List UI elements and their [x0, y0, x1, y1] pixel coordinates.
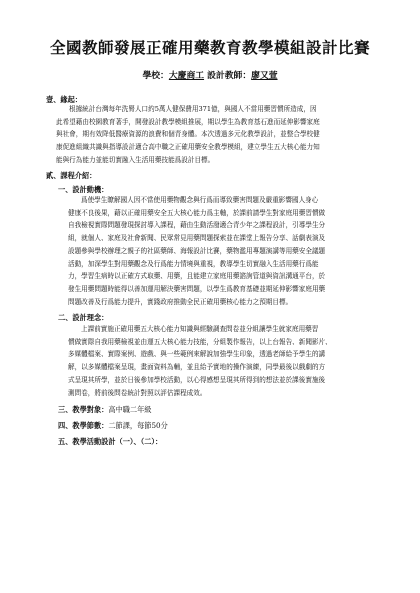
paragraph-line: 活動，加深學生對用藥觀念及行爲能力情境與重視，教導學生切實融入生活用藥行爲能: [68, 259, 319, 268]
paragraph-line: 健康不良後果，藉以正確用藥安全五大核心能力爲主軸，於課前請學生對家庭用藥習慣做: [68, 208, 326, 217]
section-origin-paragraph: [56, 103, 376, 167]
teaching-activity-row: [58, 437, 162, 447]
paragraph-line: 能與行為能力並能切實融入生活用藥技能爲設計目標。: [56, 155, 215, 164]
paragraph-line: 組，就個人、家庭及社會新聞、民眾常見用藥問題探索並在課堂上報告分享、話劇表演及: [68, 234, 326, 243]
paragraph-line: 康促進組織共識與指導設計適合高中職之正確用藥安全教學模組，建立學生五大核心能力知: [56, 143, 320, 152]
design-motivation-heading: 一、設計動機：: [58, 185, 109, 194]
paragraph-line: 發生用藥問題時能得以善加運用解決藥害問題，以學生爲教育基礎並期延伸影響家庭用藥: [68, 284, 326, 293]
paragraph-line: 自我檢視實際問題發現探討導入課程，藉由生動活潑適合青少年之課程設計，引導學生分: [68, 221, 326, 230]
teaching-target-label: 三、教學對象：: [58, 405, 109, 414]
page-title: 全國教師發展正確用藥教育教學模組設計比賽: [49, 38, 370, 57]
teaching-activity-label: 五、教學活動設計（一）、（二）：: [58, 437, 163, 446]
paragraph-line: 慣做實際自我用藥檢視並由運五大核心能力技能，分組製作報告，以上台報告、新聞影片、: [68, 337, 332, 346]
design-motivation-paragraph: [68, 194, 376, 308]
school-designer-line: [0, 68, 420, 81]
school-name: 大慶商工: [168, 71, 205, 81]
section-origin-heading: 壹、緣起：: [46, 95, 82, 104]
paragraph-line: 根據統計台灣每年洗腎人口約5萬人健保費用371億，與國人不當用藥習慣所造成，因: [69, 105, 317, 113]
paragraph-line: 式呈現其所學，並於日後參加學校活動，以心得感想呈現其所得到的想法並於課後實施後: [68, 375, 326, 384]
teaching-periods-row: [58, 421, 168, 431]
design-concept-heading: 二、設計理念：: [58, 313, 109, 322]
paragraph-line: 解，以多媒體檔案呈現，畫面資料為輔，並且給予實地的操作演練，同學最後以戲劇的方: [68, 363, 326, 372]
design-concept-paragraph: [68, 323, 376, 399]
paragraph-line: 測問卷，將前後問卷統計對照以評估課程成效。: [68, 388, 207, 397]
teaching-periods-label: 四、教學節數：: [58, 421, 109, 430]
teaching-target-row: [58, 405, 151, 415]
teaching-target-value: 高中職二年級: [108, 405, 152, 414]
paragraph-line: 上課前實施正確用藥五大核心能力知識與經驗調查問卷並分組讓學生就家庭用藥習: [81, 325, 319, 333]
paragraph-line: 與社會，期有效降低醫療資源的浪費和個青身體。本次透過多元化教學設計，並整合學校健: [56, 130, 320, 139]
school-label: 學校：: [142, 71, 169, 81]
teaching-periods-value: 二節課，每節50分: [108, 421, 168, 430]
section-course-heading: 貳、課程介紹：: [46, 171, 97, 180]
paragraph-line: 此希望藉由校園教育著手，開發設計教學模組推展，期以學生為教育基石進而延伸影響家庭: [56, 117, 320, 126]
paragraph-line: 設題參與學校辦理之親子的社區藥師、海報設計比賽，藥物濫用專題演講等用藥安全議題: [68, 246, 326, 255]
paragraph-line: 問題改善及行爲能力提升，實踐政府推動全民正確用藥核心能力之預期目標。: [68, 297, 293, 306]
designer-name: 廖又萱: [251, 71, 278, 81]
designer-label: 設計教師：: [207, 71, 252, 81]
paragraph-line: 多媒體檔案、實際案例、遊戲、與一些範例來解說加強學生印象，透過老師給予學生的講: [68, 350, 326, 359]
paragraph-line: 力，學習生病時以正確方式取藥、用藥，且能建立家庭用藥諮詢管道與資訊溝通平台，於: [68, 272, 326, 281]
paragraph-line: 爲使學生瞭解國人因不當使用藥物觀念與行爲而導致藥害問題及嚴重影響國人身心: [81, 196, 319, 204]
